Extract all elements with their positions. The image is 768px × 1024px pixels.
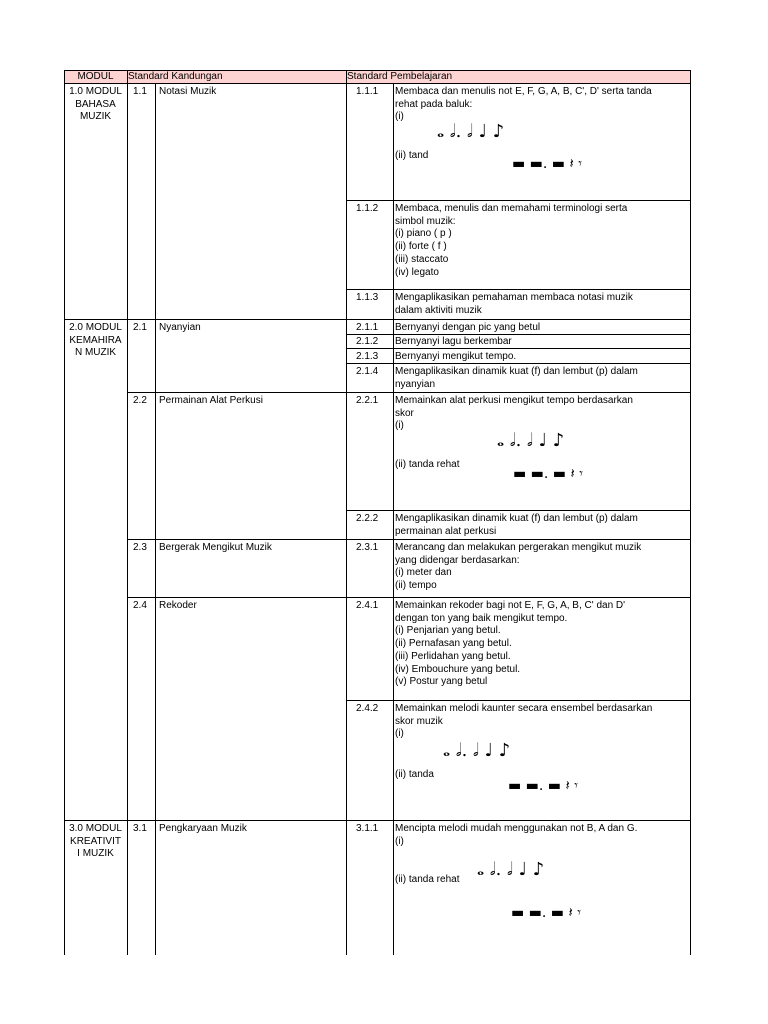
learning-code: 2.3.1 — [356, 542, 379, 553]
learning-text: (ii) tanda rehat — [395, 459, 460, 470]
learning-code: 2.1.3 — [356, 351, 379, 362]
learning-code: 2.1.2 — [356, 336, 379, 347]
content-code: 2.3 — [133, 542, 147, 553]
module-1: 1.0 MODUL BAHASA MUZIK — [69, 86, 122, 123]
content-code: 2.2 — [133, 395, 147, 406]
content-code: 3.1 — [133, 823, 147, 834]
learning-text: (ii) tand — [395, 150, 429, 161]
learning-code: 2.4.2 — [356, 703, 379, 714]
learning-text-2-3-1: Merancang dan melakukan pergerakan mengikut muzik yang didengar berdasarkan: (i) meter dan (ii) tempo — [395, 542, 642, 592]
learning-code: 1.1.2 — [356, 203, 379, 214]
content-code: 2.4 — [133, 600, 147, 611]
learning-text-2-4-2: Memainkan melodi kaunter secara ensembel berdasarkan skor muzik (i) — [395, 703, 653, 740]
music-rests-figure: ▬ ▬. ▬ 𝄽 𝄾 — [508, 778, 578, 794]
content-code: 2.1 — [133, 322, 147, 333]
learning-text-2-1-4: Mengaplikasikan dinamik kuat (f) dan lembut (p) dalam nyanyian — [395, 366, 638, 390]
learning-text-2-1-3: Bernyanyi mengikut tempo. — [395, 351, 517, 362]
music-notes-figure: 𝅝 𝅗𝅥. 𝅗𝅥 ♩ ♪ — [443, 740, 511, 761]
header-modul: MODUL — [77, 71, 114, 82]
learning-code: 3.1.1 — [356, 823, 379, 834]
music-rests-figure: ▬ ▬. ▬ 𝄽 𝄾 — [512, 156, 582, 172]
learning-code: 2.4.1 — [356, 600, 379, 611]
content-title: Notasi Muzik — [159, 86, 217, 97]
learning-text-2-1-1: Bernyanyi dengan pic yang betul — [395, 322, 541, 333]
content-title: Pengkaryaan Muzik — [159, 823, 247, 834]
learning-code: 1.1.1 — [356, 86, 379, 97]
music-rests-figure: ▬ ▬. ▬ 𝄽 𝄾 — [511, 905, 581, 921]
learning-text: (ii) tanda — [395, 769, 434, 780]
learning-text-2-4-1: Memainkan rekoder bagi not E, F, G, A, B, C' dan D' dengan ton yang baik mengikut tempo. (i) Penjarian yang betul. (ii) Pernafasan yang betul. (iii) Perlidahan yang betul. (iv) Embouchure yang betul. (v) Postur yang betul — [395, 600, 626, 688]
music-notes-figure: 𝅝 𝅗𝅥. 𝅗𝅥 ♩ ♪ — [477, 859, 545, 880]
module-3: 3.0 MODUL KREATIVIT I MUZIK — [69, 823, 122, 860]
learning-text-3-1-1: Mencipta melodi mudah menggunakan not B, A dan G. (i) — [395, 823, 638, 847]
music-notes-figure: 𝅝 𝅗𝅥. 𝅗𝅥 ♩ ♪ — [497, 430, 565, 451]
header-standard-kandungan: Standard Kandungan — [128, 71, 223, 82]
learning-text-2-2-2: Mengaplikasikan dinamik kuat (f) dan lembut (p) dalam permainan alat perkusi — [395, 513, 638, 537]
music-rests-figure: ▬ ▬. ▬ 𝄽 𝄾 — [513, 466, 583, 482]
content-title: Rekoder — [159, 600, 197, 611]
learning-code: 2.1.1 — [356, 322, 379, 333]
learning-code: 2.2.1 — [356, 395, 379, 406]
learning-code: 2.1.4 — [356, 366, 379, 377]
learning-text: (ii) tanda rehat — [395, 874, 460, 885]
learning-text-2-2-1: Memainkan alat perkusi mengikut tempo berdasarkan skor (i) — [395, 395, 633, 432]
module-2: 2.0 MODUL KEMAHIRA N MUZIK — [69, 322, 122, 359]
content-title: Permainan Alat Perkusi — [159, 395, 263, 406]
learning-code: 2.2.2 — [356, 513, 379, 524]
learning-text-1-1-3: Mengaplikasikan pemahaman membaca notasi muzik dalam aktiviti muzik — [395, 292, 633, 316]
music-notes-figure: 𝅝 𝅗𝅥. 𝅗𝅥 ♩ ♪ — [437, 121, 505, 142]
content-title: Bergerak Mengikut Muzik — [159, 542, 272, 553]
content-code: 1.1 — [133, 86, 147, 97]
learning-text-1-1-1: Membaca dan menulis not E, F, G, A, B, C', D' serta tanda rehat pada baluk: (i) — [395, 86, 652, 123]
learning-text-2-1-2: Bernyanyi lagu berkembar — [395, 336, 512, 347]
content-title: Nyanyian — [159, 322, 201, 333]
learning-code: 1.1.3 — [356, 292, 379, 303]
learning-text-1-1-2: Membaca, menulis dan memahami terminologi serta simbol muzik: (i) piano ( p ) (ii) forte ( f ) (iii) staccato (iv) legato — [395, 203, 628, 278]
header-standard-pembelajaran: Standard Pembelajaran — [347, 71, 453, 82]
